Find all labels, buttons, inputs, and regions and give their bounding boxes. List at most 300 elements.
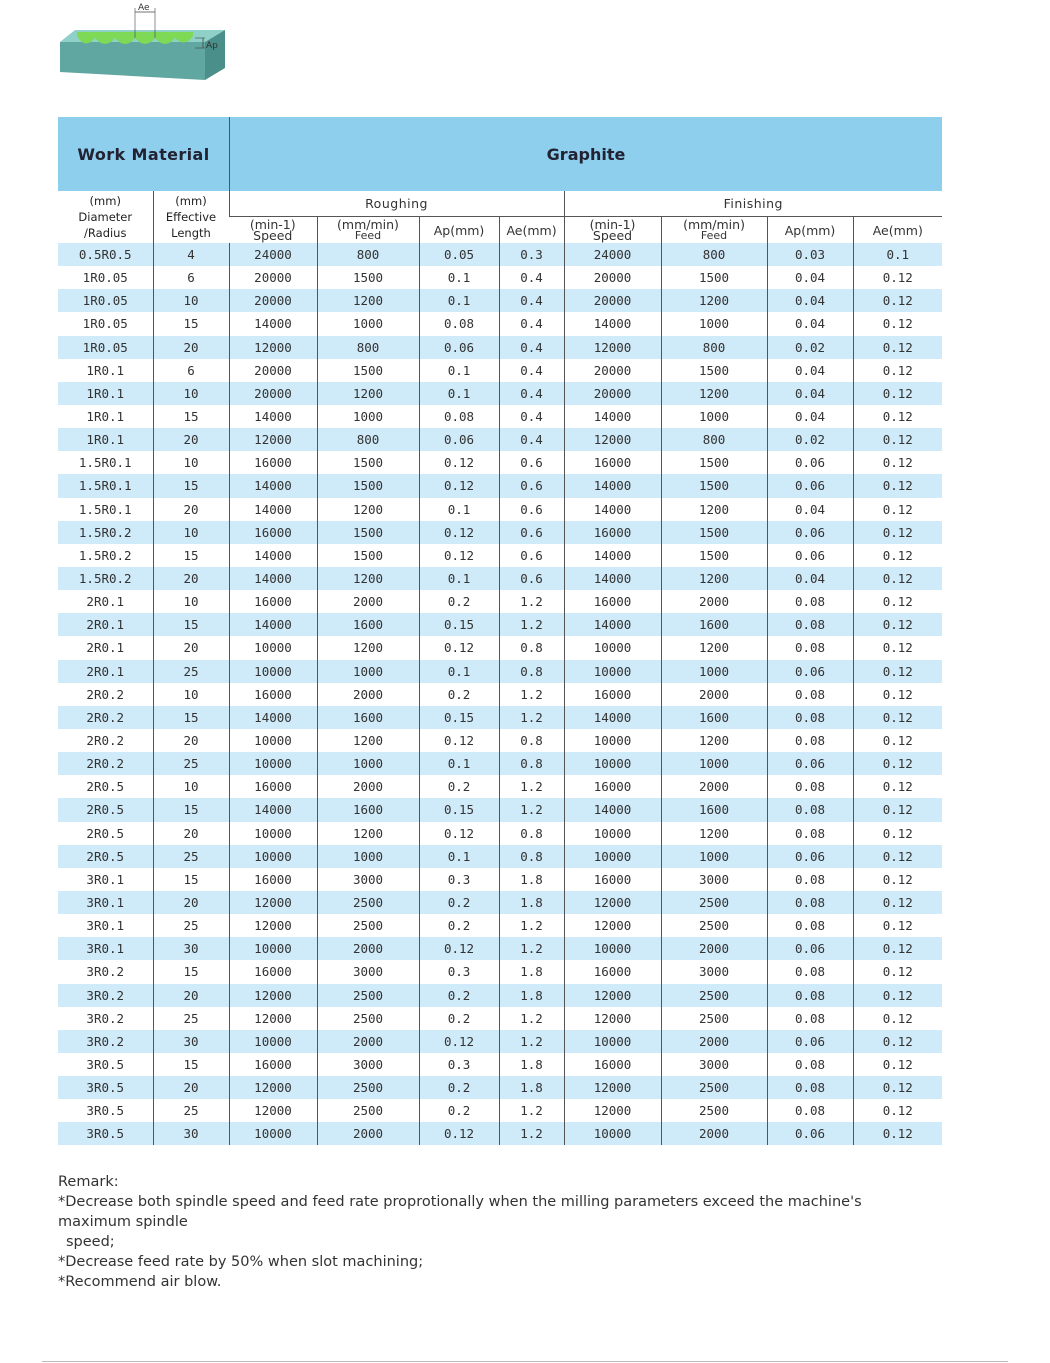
table-row <box>58 613 942 636</box>
table-cell: 25 <box>153 1099 229 1122</box>
table-cell: 1200 <box>317 289 419 312</box>
table-row <box>58 336 942 359</box>
table-cell: 16000 <box>229 451 317 474</box>
table-cell: 10000 <box>229 845 317 868</box>
table-cell: 0.06 <box>767 474 853 497</box>
table-cell: 1R0.1 <box>58 428 153 451</box>
table-cell: 1500 <box>661 521 767 544</box>
table-cell: 0.12 <box>853 960 942 983</box>
table-cell: 0.08 <box>419 312 499 335</box>
finishing-feed-header: (mm/min) Feed <box>661 217 767 244</box>
table-cell: 20 <box>153 822 229 845</box>
table-cell: 2R0.5 <box>58 822 153 845</box>
table-cell: 0.8 <box>499 729 564 752</box>
table-cell: 0.08 <box>419 405 499 428</box>
table-cell: 25 <box>153 752 229 775</box>
table-cell: 0.12 <box>853 1122 942 1145</box>
table-row <box>58 266 942 289</box>
table-cell: 15 <box>153 960 229 983</box>
table-cell: 0.2 <box>419 683 499 706</box>
table-cell: 10000 <box>564 752 661 775</box>
table-cell: 0.3 <box>499 243 564 266</box>
remark-line-1: *Decrease both spindle speed and feed rate proprotionally when the milling parameters exceed the machine's maximum spindle <box>58 1194 862 1230</box>
effective-length-header: (mm) Effective Length <box>153 191 229 243</box>
table-cell: 0.1 <box>419 266 499 289</box>
table-cell: 0.6 <box>499 498 564 521</box>
table-cell: 24000 <box>564 243 661 266</box>
table-cell: 0.15 <box>419 706 499 729</box>
table-cell: 0.8 <box>499 660 564 683</box>
table-cell: 1200 <box>661 822 767 845</box>
table-cell: 0.06 <box>767 451 853 474</box>
table-cell: 0.08 <box>767 775 853 798</box>
table-cell: 10000 <box>564 822 661 845</box>
table-cell: 3R0.2 <box>58 960 153 983</box>
table-cell: 0.12 <box>419 1122 499 1145</box>
table-cell: 12000 <box>229 1099 317 1122</box>
table-cell: 10000 <box>564 660 661 683</box>
table-cell: 20 <box>153 336 229 359</box>
table-cell: 1200 <box>661 289 767 312</box>
table-cell: 1000 <box>317 660 419 683</box>
table-cell: 2500 <box>317 1007 419 1030</box>
table-cell: 12000 <box>229 1076 317 1099</box>
table-cell: 2500 <box>317 891 419 914</box>
table-cell: 0.08 <box>767 590 853 613</box>
table-cell: 0.08 <box>767 984 853 1007</box>
table-cell: 20000 <box>564 382 661 405</box>
table-cell: 3000 <box>317 960 419 983</box>
table-cell: 16000 <box>229 683 317 706</box>
table-row <box>58 914 942 937</box>
table-cell: 800 <box>317 336 419 359</box>
table-cell: 16000 <box>229 868 317 891</box>
table-cell: 1500 <box>317 266 419 289</box>
table-cell: 2R0.2 <box>58 729 153 752</box>
table-cell: 14000 <box>564 474 661 497</box>
table-row <box>58 775 942 798</box>
table-cell: 0.2 <box>419 1007 499 1030</box>
table-cell: 3000 <box>317 1053 419 1076</box>
table-cell: 10000 <box>229 1122 317 1145</box>
table-cell: 0.12 <box>853 752 942 775</box>
table-row <box>58 382 942 405</box>
table-cell: 0.2 <box>419 775 499 798</box>
table-cell: 0.12 <box>853 544 942 567</box>
table-row <box>58 474 942 497</box>
table-cell: 3R0.2 <box>58 984 153 1007</box>
table-cell: 12000 <box>229 1007 317 1030</box>
table-cell: 10000 <box>564 1122 661 1145</box>
table-cell: 1500 <box>317 544 419 567</box>
table-cell: 20 <box>153 498 229 521</box>
material-banner <box>58 117 942 191</box>
table-cell: 16000 <box>229 521 317 544</box>
table-cell: 3R0.5 <box>58 1099 153 1122</box>
table-cell: 2500 <box>661 891 767 914</box>
table-cell: 10 <box>153 521 229 544</box>
table-cell: 16000 <box>564 960 661 983</box>
table-cell: 2000 <box>317 1030 419 1053</box>
table-cell: 1.8 <box>499 891 564 914</box>
table-cell: 1500 <box>661 474 767 497</box>
table-cell: 2R0.5 <box>58 845 153 868</box>
table-cell: 1.2 <box>499 1007 564 1030</box>
table-cell: 0.12 <box>853 868 942 891</box>
table-cell: 0.12 <box>853 312 942 335</box>
table-cell: 10 <box>153 451 229 474</box>
table-cell: 1200 <box>317 382 419 405</box>
table-cell: 14000 <box>229 567 317 590</box>
table-cell: 1R0.1 <box>58 405 153 428</box>
table-row <box>58 729 942 752</box>
table-cell: 0.15 <box>419 798 499 821</box>
table-cell: 1500 <box>661 266 767 289</box>
table-cell: 16000 <box>229 775 317 798</box>
table-row <box>58 359 942 382</box>
table-row <box>58 312 942 335</box>
table-cell: 12000 <box>564 914 661 937</box>
table-cell: 1.2 <box>499 590 564 613</box>
table-cell: 0.08 <box>767 891 853 914</box>
table-row <box>58 1122 942 1145</box>
table-cell: 1000 <box>661 845 767 868</box>
table-cell: 2500 <box>661 1076 767 1099</box>
table-cell: 2R0.2 <box>58 683 153 706</box>
table-cell: 20 <box>153 984 229 1007</box>
table-cell: 1500 <box>317 521 419 544</box>
table-cell: 20000 <box>229 359 317 382</box>
table-cell: 800 <box>661 336 767 359</box>
table-cell: 2R0.1 <box>58 590 153 613</box>
table-row <box>58 660 942 683</box>
table-cell: 0.04 <box>767 359 853 382</box>
table-cell: 0.12 <box>853 382 942 405</box>
table-cell: 20000 <box>564 289 661 312</box>
table-cell: 1000 <box>317 312 419 335</box>
table-cell: 1.2 <box>499 706 564 729</box>
finishing-ap-header: Ap(mm) <box>767 217 853 244</box>
table-cell: 0.1 <box>419 567 499 590</box>
table-cell: 1.8 <box>499 868 564 891</box>
table-cell: 15 <box>153 312 229 335</box>
table-cell: 1200 <box>661 382 767 405</box>
table-cell: 3R0.1 <box>58 937 153 960</box>
table-cell: 2500 <box>317 984 419 1007</box>
ap-label: Ap <box>206 41 218 51</box>
table-cell: 0.3 <box>419 1053 499 1076</box>
table-cell: 2500 <box>317 1099 419 1122</box>
table-cell: 1000 <box>317 405 419 428</box>
table-cell: 0.12 <box>853 706 942 729</box>
table-cell: 15 <box>153 474 229 497</box>
table-cell: 2500 <box>317 1076 419 1099</box>
table-cell: 12000 <box>564 336 661 359</box>
table-cell: 0.12 <box>419 1030 499 1053</box>
table-cell: 14000 <box>229 544 317 567</box>
table-cell: 14000 <box>564 544 661 567</box>
table-row <box>58 243 942 266</box>
table-cell: 16000 <box>564 1053 661 1076</box>
table-cell: 1.5R0.1 <box>58 474 153 497</box>
table-cell: 14000 <box>229 613 317 636</box>
table-cell: 0.1 <box>419 289 499 312</box>
table-cell: 0.4 <box>499 405 564 428</box>
table-cell: 0.4 <box>499 266 564 289</box>
table-cell: 0.12 <box>853 1053 942 1076</box>
table-cell: 0.08 <box>767 1053 853 1076</box>
table-cell: 0.2 <box>419 1099 499 1122</box>
table-cell: 0.12 <box>419 474 499 497</box>
table-row <box>58 683 942 706</box>
table-cell: 0.04 <box>767 498 853 521</box>
table-cell: 2500 <box>661 1007 767 1030</box>
table-cell: 2R0.1 <box>58 636 153 659</box>
table-cell: 16000 <box>564 451 661 474</box>
table-cell: 0.12 <box>853 336 942 359</box>
table-cell: 10000 <box>564 729 661 752</box>
table-cell: 10000 <box>229 636 317 659</box>
table-cell: 1R0.05 <box>58 289 153 312</box>
table-cell: 14000 <box>564 405 661 428</box>
table-cell: 2000 <box>661 683 767 706</box>
table-cell: 2R0.2 <box>58 752 153 775</box>
table-cell: 0.04 <box>767 405 853 428</box>
table-cell: 0.06 <box>767 521 853 544</box>
table-row <box>58 1099 942 1122</box>
table-cell: 1000 <box>661 405 767 428</box>
roughing-ae-header: Ae(mm) <box>499 217 564 244</box>
table-row <box>58 567 942 590</box>
table-cell: 0.12 <box>853 428 942 451</box>
table-cell: 0.5R0.5 <box>58 243 153 266</box>
table-cell: 2000 <box>661 1030 767 1053</box>
table-cell: 12000 <box>229 428 317 451</box>
table-cell: 0.4 <box>499 336 564 359</box>
table-cell: 0.12 <box>853 567 942 590</box>
table-cell: 0.03 <box>767 243 853 266</box>
table-cell: 800 <box>317 428 419 451</box>
table-cell: 0.12 <box>853 891 942 914</box>
table-cell: 0.15 <box>419 613 499 636</box>
table-cell: 14000 <box>229 405 317 428</box>
table-cell: 0.4 <box>499 359 564 382</box>
table-cell: 10 <box>153 775 229 798</box>
table-cell: 14000 <box>564 613 661 636</box>
table-cell: 25 <box>153 845 229 868</box>
table-cell: 0.12 <box>853 289 942 312</box>
table-row <box>58 1007 942 1030</box>
table-cell: 0.08 <box>767 914 853 937</box>
table-cell: 2500 <box>661 984 767 1007</box>
parameters-grid <box>58 191 942 1145</box>
table-cell: 0.04 <box>767 312 853 335</box>
material-name: Graphite <box>546 144 626 164</box>
table-cell: 1500 <box>317 451 419 474</box>
work-material-label: Work Material <box>58 117 230 191</box>
table-cell: 0.4 <box>499 382 564 405</box>
table-cell: 1.2 <box>499 914 564 937</box>
cutting-parameters-table <box>58 117 942 1145</box>
table-cell: 1.2 <box>499 613 564 636</box>
table-cell: 800 <box>317 243 419 266</box>
table-cell: 16000 <box>564 521 661 544</box>
table-row <box>58 706 942 729</box>
table-row <box>58 1030 942 1053</box>
table-cell: 2R0.1 <box>58 660 153 683</box>
table-cell: 0.6 <box>499 474 564 497</box>
table-row <box>58 752 942 775</box>
table-cell: 10000 <box>564 845 661 868</box>
table-cell: 25 <box>153 1007 229 1030</box>
table-cell: 0.06 <box>419 428 499 451</box>
table-cell: 30 <box>153 937 229 960</box>
table-cell: 14000 <box>564 798 661 821</box>
table-cell: 0.08 <box>767 636 853 659</box>
table-cell: 1.5R0.1 <box>58 451 153 474</box>
table-cell: 1R0.1 <box>58 382 153 405</box>
table-cell: 0.12 <box>853 845 942 868</box>
table-cell: 0.06 <box>767 1030 853 1053</box>
table-cell: 0.06 <box>767 1122 853 1145</box>
table-cell: 12000 <box>564 1076 661 1099</box>
table-cell: 0.08 <box>767 729 853 752</box>
table-cell: 14000 <box>229 498 317 521</box>
table-cell: 1.5R0.2 <box>58 544 153 567</box>
table-cell: 2R0.1 <box>58 613 153 636</box>
table-cell: 10000 <box>229 752 317 775</box>
table-cell: 0.06 <box>419 336 499 359</box>
table-cell: 0.12 <box>853 914 942 937</box>
table-cell: 0.04 <box>767 266 853 289</box>
table-cell: 0.12 <box>853 1076 942 1099</box>
table-cell: 0.04 <box>767 567 853 590</box>
roughing-ap-header: Ap(mm) <box>419 217 499 244</box>
table-cell: 2000 <box>661 775 767 798</box>
table-cell: 0.6 <box>499 521 564 544</box>
table-cell: 0.08 <box>767 868 853 891</box>
table-cell: 0.08 <box>767 1076 853 1099</box>
table-cell: 16000 <box>564 590 661 613</box>
table-cell: 12000 <box>564 891 661 914</box>
table-cell: 1200 <box>661 498 767 521</box>
table-cell: 800 <box>661 428 767 451</box>
table-cell: 1R0.1 <box>58 359 153 382</box>
table-cell: 1200 <box>317 729 419 752</box>
table-cell: 0.2 <box>419 891 499 914</box>
table-cell: 0.8 <box>499 845 564 868</box>
table-cell: 0.12 <box>853 775 942 798</box>
table-cell: 14000 <box>229 706 317 729</box>
table-cell: 20 <box>153 428 229 451</box>
table-cell: 0.06 <box>767 660 853 683</box>
table-cell: 1600 <box>317 706 419 729</box>
block-front <box>60 42 205 80</box>
table-cell: 3R0.2 <box>58 1030 153 1053</box>
table-cell: 0.1 <box>419 752 499 775</box>
table-cell: 1.2 <box>499 1030 564 1053</box>
table-cell: 25 <box>153 914 229 937</box>
table-cell: 3000 <box>661 960 767 983</box>
table-cell: 0.12 <box>853 498 942 521</box>
table-cell: 1000 <box>661 312 767 335</box>
table-cell: 0.12 <box>853 590 942 613</box>
table-cell: 0.8 <box>499 822 564 845</box>
table-cell: 0.12 <box>419 451 499 474</box>
table-row <box>58 984 942 1007</box>
table-cell: 1.2 <box>499 937 564 960</box>
table-cell: 25 <box>153 660 229 683</box>
table-cell: 2000 <box>317 683 419 706</box>
table-row <box>58 590 942 613</box>
table-cell: 3R0.5 <box>58 1122 153 1145</box>
table-cell: 1500 <box>317 359 419 382</box>
table-cell: 14000 <box>564 567 661 590</box>
finishing-speed-header: (min-1) Speed <box>564 217 661 244</box>
table-cell: 20 <box>153 567 229 590</box>
table-cell: 12000 <box>564 428 661 451</box>
table-cell: 0.08 <box>767 613 853 636</box>
table-cell: 1.2 <box>499 775 564 798</box>
table-cell: 0.12 <box>853 798 942 821</box>
table-cell: 16000 <box>229 1053 317 1076</box>
table-cell: 0.12 <box>853 1099 942 1122</box>
table-cell: 0.3 <box>419 960 499 983</box>
table-cell: 1R0.05 <box>58 266 153 289</box>
table-cell: 10000 <box>229 1030 317 1053</box>
table-cell: 0.2 <box>419 914 499 937</box>
table-cell: 16000 <box>229 960 317 983</box>
table-cell: 0.12 <box>853 521 942 544</box>
table-cell: 1200 <box>317 636 419 659</box>
table-cell: 1R0.05 <box>58 312 153 335</box>
table-cell: 1.5R0.2 <box>58 521 153 544</box>
table-cell: 10000 <box>564 1030 661 1053</box>
table-cell: 15 <box>153 613 229 636</box>
table-cell: 0.6 <box>499 567 564 590</box>
table-cell: 1.5R0.1 <box>58 498 153 521</box>
table-row <box>58 1053 942 1076</box>
table-cell: 20 <box>153 891 229 914</box>
table-cell: 0.12 <box>419 521 499 544</box>
table-cell: 0.12 <box>853 359 942 382</box>
table-cell: 3R0.2 <box>58 1007 153 1030</box>
remarks <box>58 1172 938 1292</box>
remark-line-1-cont: speed; <box>66 1234 115 1250</box>
table-cell: 1600 <box>317 798 419 821</box>
table-cell: 0.12 <box>853 405 942 428</box>
table-cell: 15 <box>153 798 229 821</box>
table-cell: 1200 <box>317 822 419 845</box>
table-cell: 1600 <box>661 798 767 821</box>
table-cell: 0.1 <box>419 382 499 405</box>
table-cell: 1000 <box>317 845 419 868</box>
table-row <box>58 405 942 428</box>
table-cell: 0.4 <box>499 312 564 335</box>
table-cell: 0.4 <box>499 289 564 312</box>
table-cell: 0.12 <box>853 613 942 636</box>
table-cell: 0.08 <box>767 683 853 706</box>
table-cell: 16000 <box>564 868 661 891</box>
table-row <box>58 428 942 451</box>
table-cell: 20 <box>153 1076 229 1099</box>
table-cell: 0.06 <box>767 937 853 960</box>
table-cell: 2R0.5 <box>58 798 153 821</box>
table-cell: 1600 <box>661 613 767 636</box>
table-cell: 0.12 <box>419 822 499 845</box>
table-cell: 10000 <box>564 636 661 659</box>
table-cell: 1.8 <box>499 984 564 1007</box>
